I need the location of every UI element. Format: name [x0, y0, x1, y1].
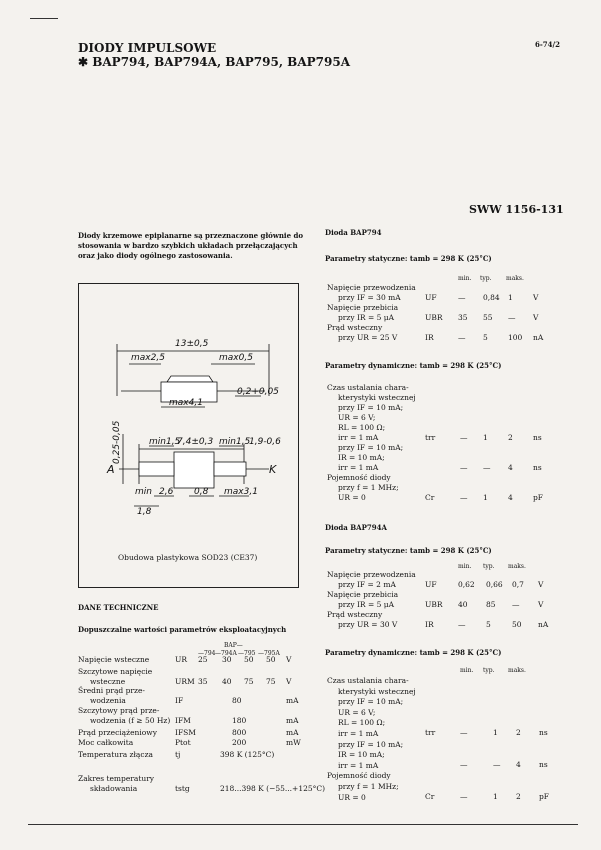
tech-row-symbol: tstg [175, 784, 190, 793]
static-row-typ: 5 [486, 620, 491, 629]
tech-row-unit: V [286, 655, 292, 664]
dyn-condition-line: UR = 6 V; [338, 707, 376, 717]
tech-row-symbol: URM [175, 677, 195, 686]
tech-row-value: 200 [232, 738, 247, 747]
d2-trr-max: 2 [516, 728, 521, 737]
static-row-label-2: przy UR = 25 V [338, 333, 398, 342]
tech-row-unit: V [286, 677, 292, 686]
dyn-condition-line: kterystyki wstecznej [338, 393, 416, 402]
static-row-unit: nA [533, 333, 544, 342]
dim-pad-width: 0,8 [194, 487, 209, 497]
tech-row-label: Średni prąd prze- [78, 686, 145, 695]
static-row-unit: nA [538, 620, 549, 629]
d1-trr-min: — [460, 433, 468, 442]
tech-row-unit: mW [286, 738, 301, 747]
tech-row-value: 218...398 K (−55...+125°C) [220, 784, 326, 793]
dyn-condition-line: Pojemność diody [327, 473, 391, 482]
static-row-label-2: przy IF = 2 mA [338, 580, 396, 589]
tech-row-value: 800 [232, 728, 247, 737]
static-row-label: Prąd wsteczny [327, 610, 383, 619]
dyn-condition-line: RL = 100 Ω; [338, 423, 386, 432]
tech-row-label-2: składowania [90, 784, 138, 793]
tech-row-value: 50 [244, 655, 254, 664]
tech-row-label: Szczytowy prąd prze- [78, 706, 160, 715]
cathode-label: K [269, 463, 277, 476]
tech-row-value: 40 [222, 677, 232, 686]
tech-row-unit: mA [286, 716, 299, 725]
static-row-symbol: UBR [425, 600, 443, 609]
dim-lead-min-right: min1,5 [219, 437, 251, 447]
d1-c-typ: 1 [483, 493, 488, 502]
hdr-typ-1: typ. [480, 275, 492, 282]
tech-row-label-2: wodzenia (f ≥ 50 Hz) [90, 716, 171, 725]
anode-label: A [107, 463, 115, 476]
tech-row-symbol: IFM [175, 716, 191, 725]
dyn-condition-line: Czas ustalania chara- [327, 676, 409, 685]
d1-trr2-max: 4 [508, 463, 513, 472]
tech-row-symbol: UR [175, 655, 187, 664]
col-795: —795 [238, 650, 256, 657]
d2-trr-min: — [460, 728, 468, 737]
tech-row-symbol: IF [175, 696, 184, 705]
diode1-dyn-title: Parametry dynamiczne: tamb = 298 K (25°C) [325, 361, 502, 370]
tech-row-value: 35 [198, 677, 208, 686]
diode2-static-title: Parametry statyczne: tamb = 298 K (25°C) [325, 546, 492, 555]
dyn-condition-line: Pojemność diody [327, 771, 391, 781]
dim-overall-length: 13±0,5 [175, 339, 209, 349]
tech-row-symbol: tj [175, 750, 181, 759]
dyn-condition-line: RL = 100 Ω; [338, 718, 386, 728]
title-line-2: ✱ BAP794, BAP794A, BAP795, BAP795A [78, 55, 351, 69]
dim-lead-width: 0,25-0,05 [112, 420, 122, 464]
dim-lead-offset: 0,2+0,05 [237, 387, 279, 397]
hdr-min-1: min. [458, 275, 472, 282]
static-row-max: — [508, 313, 516, 322]
dyn-condition-line: irr = 1 mA [338, 433, 379, 442]
intro-text: Diody krzemowe epiplanarne są przeznaczone głównie do stosowania w bardzo szybkich układach przełączających oraz jako diody ogólnego zastosowania. [78, 231, 304, 260]
static-row-typ: 5 [483, 333, 488, 342]
tech-row-symbol: IFSM [175, 728, 196, 737]
tech-row-unit: mA [286, 728, 299, 737]
package-drawing [79, 284, 298, 587]
diode2-title: Dioda BAP794A [325, 523, 387, 532]
d1-trr2-unit: ns [533, 463, 542, 472]
d2-c-min: — [460, 792, 468, 801]
static-row-min: — [458, 333, 466, 342]
d2-trr2-min: — [460, 760, 468, 769]
dyn-condition-line: irr = 1 mA [338, 729, 379, 738]
static-row-unit: V [533, 293, 539, 302]
tech-row-label: Szczytowe napięcie [78, 667, 153, 676]
d2-trr2-unit: ns [539, 760, 548, 769]
hdr-max-1: maks. [506, 275, 524, 282]
tech-row-label: Prąd przeciążeniowy [78, 728, 157, 737]
top-rule [30, 18, 58, 19]
tech-row-value: 75 [244, 677, 254, 686]
static-row-unit: V [533, 313, 539, 322]
static-row-min: 35 [458, 313, 468, 322]
diode1-title: Dioda BAP794 [325, 228, 382, 237]
tech-row-value: 398 K (125°C) [220, 750, 275, 759]
d2-c-sym: Cr [425, 792, 435, 801]
static-row-label: Napięcie przewodzenia [327, 283, 416, 292]
dyn-condition-line: kterystyki wstecznej [338, 686, 416, 696]
dim-max-height: max2,5 [131, 353, 165, 363]
diode1-static-title: Parametry statyczne: tamb = 298 K (25°C) [325, 254, 492, 263]
title-line-1: DIODY IMPULSOWE [78, 41, 217, 55]
figure-caption: Obudowa plastykowa SOD23 (CE37) [118, 553, 258, 562]
static-row-label-2: przy UR = 30 V [338, 620, 398, 629]
static-row-min: 0,62 [458, 580, 475, 589]
d2-trr-sym: trr [425, 728, 436, 737]
d2-c-unit: pF [539, 792, 550, 801]
tech-row-label-2: wodzenia [90, 696, 126, 705]
d2-trr-typ: 1 [493, 728, 498, 737]
static-row-symbol: IR [425, 620, 434, 629]
static-row-label: Prąd wsteczny [327, 323, 383, 332]
col-group: BAP— [224, 642, 243, 649]
dim-pad-spacing: 2,6 [159, 487, 174, 497]
static-row-max: 0,7 [512, 580, 524, 589]
static-row-max: — [512, 600, 520, 609]
d2-trr2-max: 4 [516, 760, 521, 769]
d2-trr-unit: ns [539, 728, 548, 737]
d1-trr-max: 2 [508, 433, 513, 442]
tech-subtitle: Dopuszczalne wartości parametrów eksploatacyjnych [78, 625, 287, 634]
bottom-rule [28, 824, 578, 825]
static-row-typ: 0,66 [486, 580, 503, 589]
tech-row-label: Moc całkowita [78, 738, 134, 747]
static-row-symbol: UF [425, 580, 437, 589]
static-row-unit: V [538, 600, 544, 609]
d1-trr-sym: trr [425, 433, 436, 442]
tech-row-unit: mA [286, 696, 299, 705]
dim-lead-min-left: min1,5 [149, 437, 181, 447]
tech-row-value: 30 [222, 655, 232, 664]
dyn-condition-line: przy IF = 10 mA; [338, 403, 404, 412]
hdr-min-3: min. [460, 667, 474, 674]
tech-row-symbol: Ptot [175, 738, 191, 747]
dim-lead-length: 1,8 [137, 507, 152, 517]
tech-row-value: 80 [232, 696, 242, 705]
tech-row-value: 75 [266, 677, 276, 686]
static-row-label: Napięcie przebicia [327, 590, 399, 599]
static-row-min: — [458, 620, 466, 629]
dyn-condition-line: UR = 6 V; [338, 413, 376, 422]
hdr-typ-2: typ. [483, 563, 495, 570]
d1-trr-typ: 1 [483, 433, 488, 442]
col-795a: —795A [258, 650, 280, 657]
static-row-typ: 85 [486, 600, 496, 609]
tech-row-label-2: wsteczne [90, 677, 126, 686]
hdr-min-2: min. [458, 563, 472, 570]
dyn-condition-line: przy IF = 10 mA; [338, 739, 404, 749]
static-row-label-2: przy IR = 5 μA [338, 600, 395, 609]
static-row-min: — [458, 293, 466, 302]
d2-c-typ: 1 [493, 792, 498, 801]
static-row-label: Napięcie przebicia [327, 303, 399, 312]
hdr-max-3: maks. [508, 667, 526, 674]
static-row-max: 1 [508, 293, 513, 302]
dyn-condition-line: irr = 1 mA [338, 463, 379, 472]
static-row-unit: V [538, 580, 544, 589]
dyn-condition-line: UR = 0 [338, 493, 366, 502]
col-794: —794 [198, 650, 216, 657]
static-row-max: 100 [508, 333, 523, 342]
col-794a: —794A [215, 650, 237, 657]
static-row-symbol: UF [425, 293, 437, 302]
static-row-label-2: przy IR = 5 μA [338, 313, 395, 322]
dim-lead-thickness: max0,5 [219, 353, 253, 363]
d1-c-sym: Cr [425, 493, 435, 502]
dyn-condition-line: przy IF = 10 mA; [338, 443, 404, 452]
d1-trr-unit: ns [533, 433, 542, 442]
static-row-min: 40 [458, 600, 468, 609]
tech-row-value: 25 [198, 655, 208, 664]
dyn-condition-line: irr = 1 mA [338, 760, 379, 770]
dyn-condition-line: Czas ustalania chara- [327, 383, 409, 392]
static-row-label-2: przy IF = 30 mA [338, 293, 401, 302]
dyn-condition-line: UR = 0 [338, 792, 366, 802]
dyn-condition-line: przy IF = 10 mA; [338, 697, 404, 707]
page-number: 6-74/2 [535, 40, 560, 49]
tech-row-label: Napięcie wsteczne [78, 655, 150, 664]
static-row-typ: 55 [483, 313, 493, 322]
diode2-dyn-title: Parametry dynamiczne: tamb = 298 K (25°C) [325, 648, 502, 657]
dyn-condition-line: IR = 10 mA; [338, 453, 385, 462]
dim-lead-min: min [135, 487, 152, 497]
document-title [78, 41, 350, 69]
d1-c-unit: pF [533, 493, 544, 502]
d1-c-min: — [460, 493, 468, 502]
d1-trr2-typ: — [483, 463, 491, 472]
static-row-symbol: UBR [425, 313, 443, 322]
tech-row-label: Zakres temperatury [78, 774, 155, 783]
static-row-label: Napięcie przewodzenia [327, 570, 416, 579]
dim-lead-pitch: 1,9-0,6 [249, 437, 281, 447]
tech-row-value: 180 [232, 716, 247, 725]
hdr-max-2: maks. [508, 563, 526, 570]
static-row-max: 50 [512, 620, 522, 629]
d2-c-max: 2 [516, 792, 521, 801]
dyn-condition-line: przy f = 1 MHz; [338, 782, 399, 791]
dyn-condition-line: IR = 10 mA; [338, 750, 385, 760]
static-row-symbol: IR [425, 333, 434, 342]
package-drawing-frame [78, 283, 299, 588]
standard-number: SWW 1156-131 [469, 203, 564, 216]
tech-title: DANE TECHNICZNE [78, 603, 159, 612]
dim-body-length: max4,1 [169, 398, 203, 408]
dyn-condition-line: przy f = 1 MHz; [338, 483, 399, 492]
tech-row-label: Temperatura złącza [78, 750, 154, 759]
tech-row-value: 50 [266, 655, 276, 664]
d1-trr2-min: — [460, 463, 468, 472]
static-row-typ: 0,84 [483, 293, 500, 302]
d2-trr2-typ: — [493, 760, 501, 769]
dim-body-width: 7,4±0,3 [177, 437, 214, 447]
dim-pad-max: max3,1 [224, 487, 258, 497]
hdr-typ-3: typ. [483, 667, 495, 674]
d1-c-max: 4 [508, 493, 513, 502]
